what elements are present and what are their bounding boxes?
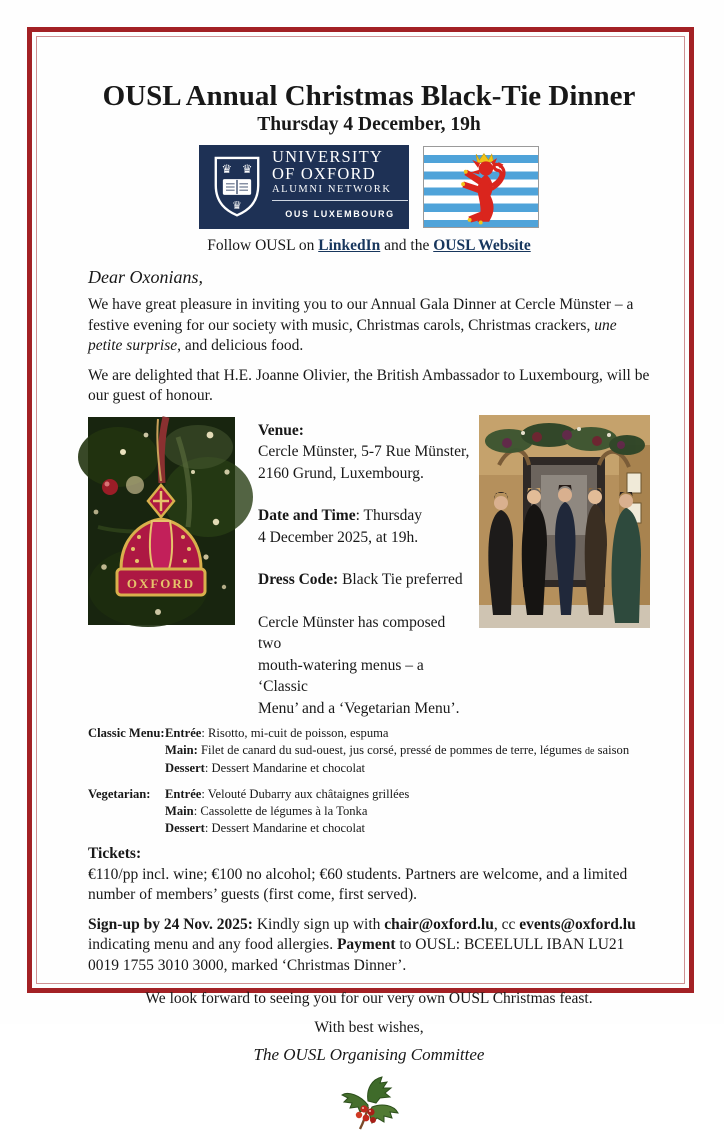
dresscode-block (258, 569, 470, 591)
classic-main-label: Main: (165, 743, 198, 758)
intro-text-1: We have great pleasure in inviting you to our Annual Gala Dinner at Cercle Münster – a festive evening for our society with music, Christmas carols, Christmas crackers, (88, 296, 634, 334)
classic-dessert-text: : Dessert Mandarine et chocolat (204, 761, 366, 776)
oxford-logo-text (265, 148, 408, 225)
intro-paragraph (88, 295, 650, 357)
follow-prefix: Follow OUSL on (207, 236, 319, 254)
dresscode-rest: Black Tie preferred (338, 571, 463, 588)
linkedin-link[interactable]: LinkedIn (318, 236, 381, 254)
veg-entree-text: : Velouté Dubarry aux châtaignes grillées (201, 786, 410, 801)
committee-group-photo (479, 415, 650, 628)
veg-main-text: : Cassolette de légumes à la Tonka (193, 803, 368, 818)
menus-intro-line2: mouth-watering menus – a ‘Classic (258, 656, 424, 695)
vegetarian-menu-lines (165, 786, 409, 838)
classic-main-text1: Filet de canard du sud-ouest, jus corsé, pressé de pommes de terre, légumes (197, 743, 586, 758)
venue-line1: Cercle Münster, 5-7 Rue Münster, (258, 443, 470, 460)
signup-deadline: Sign-up by 24 Nov. 2025: (88, 915, 253, 933)
follow-middle: and the (380, 236, 434, 254)
classic-menu-lines (165, 725, 629, 778)
vegetarian-menu-label: Vegetarian: (88, 786, 151, 801)
payment-label: Payment (336, 936, 396, 954)
veg-entree-label: Entrée (165, 786, 202, 801)
classic-main-text2: saison (594, 743, 630, 758)
flyer-content (88, 0, 650, 1137)
datetime-line2: 4 December 2025, at 19h. (258, 528, 419, 546)
oxford-alumni-logo (199, 145, 409, 229)
oxford-shield-icon (209, 154, 265, 220)
closing-line2: With best wishes, (314, 1018, 424, 1036)
page-title: OUSL Annual Christmas Black-Tie Dinner (102, 80, 636, 112)
closing-line3: The OUSL Organising Committee (253, 1045, 485, 1065)
event-date-subtitle: Thursday 4 December, 19h (257, 114, 481, 135)
salutation: Dear Oxonians, (88, 267, 203, 287)
luxembourg-ensign-logo (423, 146, 539, 228)
veg-main-label: Main (165, 803, 194, 818)
oxford-logo-divider (272, 200, 408, 201)
venue-line2: 2160 Grund, Luxembourg. (258, 464, 424, 482)
classic-menu-label: Classic Menu: (88, 726, 165, 740)
datetime-label: Date and Time (258, 507, 356, 524)
follow-line (88, 236, 650, 257)
tickets-body: €110/pp incl. wine; €100 no alcohol; €60 students. Partners are welcome, and a limited number of members’ guests (first come, first served). (88, 865, 628, 904)
classic-main-small: de (585, 746, 595, 758)
datetime-rest: : Thursday (355, 507, 423, 524)
vegetarian-menu-row (88, 786, 650, 838)
closing-line1: We look forward to seeing you for our very own OUSL Christmas feast. (145, 990, 593, 1008)
venue-block (258, 420, 470, 485)
classic-entree-text: : Risotto, mi-cuit de poisson, espuma (201, 726, 389, 740)
logo-row (88, 145, 650, 229)
holly-sprig-icon (338, 1075, 400, 1131)
oxford-logo-line3: ALUMNI NETWORK (272, 184, 392, 196)
svg-text:♛: ♛ (241, 161, 253, 176)
events-email: events@oxford.lu (519, 915, 636, 933)
signup-text4: to OUSL: BCEELULL IBAN LU21 0019 1755 3010 3000, marked ‘Christmas Dinner’. (88, 936, 625, 974)
red-lion-icon (438, 149, 526, 227)
photo-and-details-row (88, 417, 650, 720)
ornament-oxford-text: OXFORD (126, 575, 196, 591)
classic-menu-row (88, 725, 650, 778)
oxford-logo-line2: OF OXFORD (272, 164, 376, 184)
signup-text1: Kindly sign up with (252, 915, 385, 933)
menu-block (88, 725, 650, 837)
christmas-ornament-photo (88, 417, 235, 625)
menus-intro-block (258, 612, 470, 720)
venue-label: Venue: (258, 421, 304, 439)
signup-text3: indicating menu and any food allergies. (88, 936, 337, 954)
oxford-logo-line1: UNIVERSITY (272, 147, 383, 167)
intro-text-2: , and delicious food. (177, 337, 304, 354)
oxford-logo-line4: OUS LUXEMBOURG (285, 209, 395, 220)
classic-dessert-label: Dessert (165, 761, 205, 776)
dresscode-label: Dress Code: (258, 571, 339, 588)
guest-of-honour-paragraph: We are delighted that H.E. Joanne Olivier, the British Ambassador to Luxembourg, will be our guest of honour. (88, 366, 650, 404)
svg-text:♛: ♛ (221, 161, 233, 176)
ousl-website-link[interactable]: OUSL Website (433, 236, 531, 254)
classic-entree-label: Entrée (165, 726, 202, 740)
veg-dessert-text: : Dessert Mandarine et chocolat (204, 821, 366, 836)
menus-intro-line1: Cercle Münster has composed two (258, 613, 446, 652)
menus-intro-line3: Menu’ and a ‘Vegetarian Menu’. (258, 699, 460, 717)
datetime-block (258, 505, 470, 548)
intro-text-italic: une petite surprise (88, 316, 617, 354)
event-details (258, 420, 470, 720)
svg-text:♛: ♛ (232, 198, 242, 212)
veg-dessert-label: Dessert (165, 821, 205, 836)
signup-text2: , cc (493, 915, 520, 933)
chair-email: chair@oxford.lu (384, 915, 494, 933)
holly-wrap (88, 1075, 650, 1137)
tickets-heading: Tickets: (88, 845, 142, 863)
signup-paragraph (88, 915, 650, 977)
